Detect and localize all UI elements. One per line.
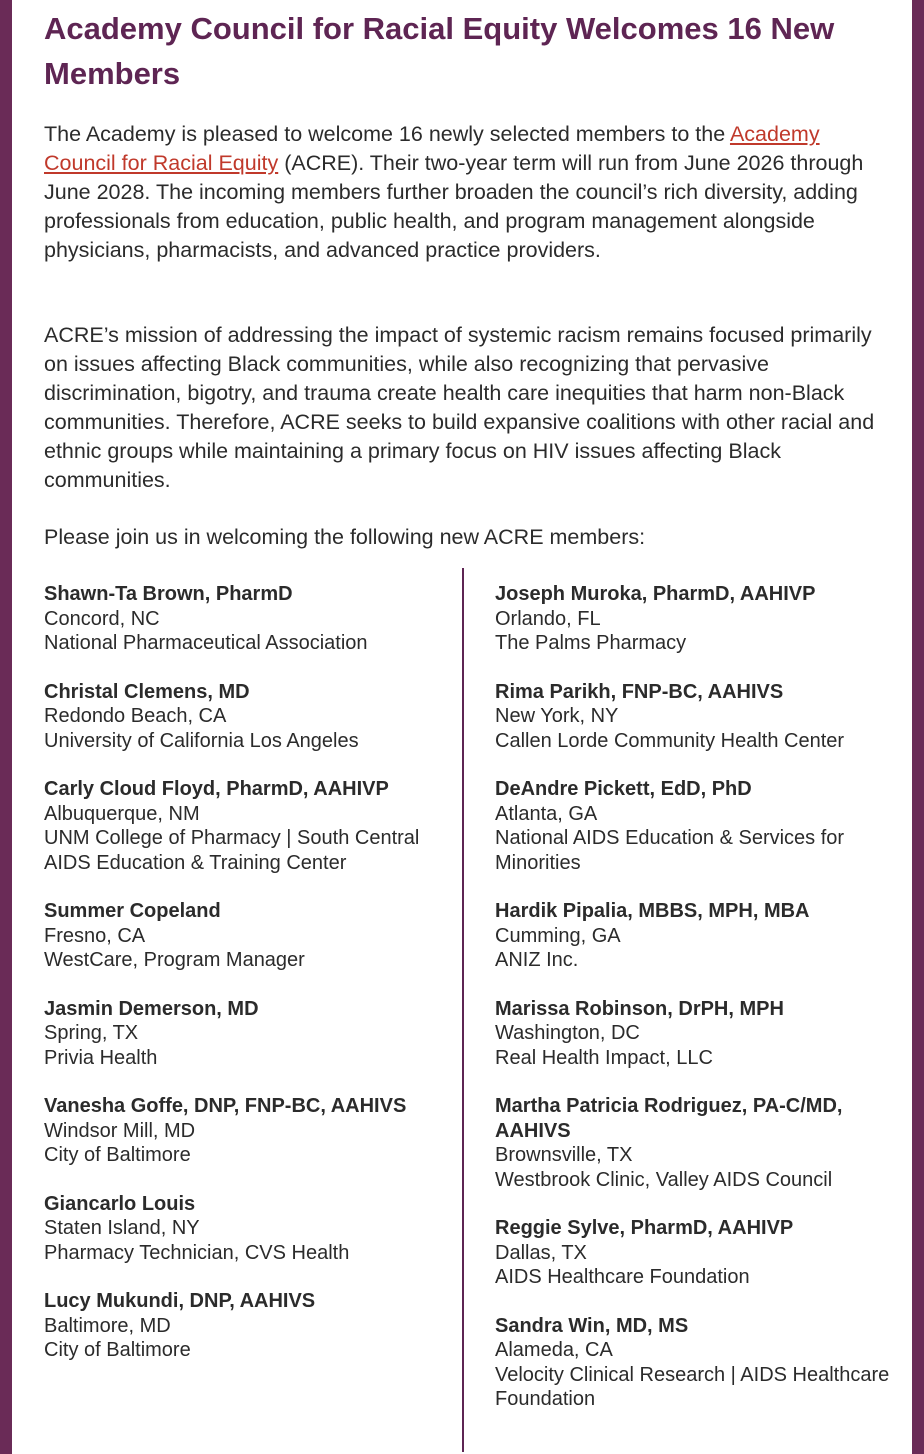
member-name: Carly Cloud Floyd, PharmD, AAHIVP: [44, 778, 389, 800]
member-name: Summer Copeland: [44, 900, 221, 922]
member-location: Albuquerque, NM: [44, 802, 200, 825]
member-name: Martha Patricia Rodriguez, PA-C/MD, AAHIVS: [495, 1095, 843, 1142]
member-entry: [44, 1192, 454, 1266]
member-name: Sandra Win, MD, MS: [495, 1314, 689, 1337]
member-location: New York, NY: [495, 705, 619, 727]
member-entry: [495, 1314, 905, 1412]
member-name: Shawn-Ta Brown, PharmD: [44, 583, 293, 605]
member-organization: Privia Health: [44, 1046, 158, 1069]
welcome-paragraph: Please join us in welcoming the following new ACRE members:: [44, 525, 646, 549]
member-organization: City of Baltimore: [44, 1339, 191, 1361]
member-location: Redondo Beach, CA: [44, 705, 227, 727]
member-entry: [495, 680, 905, 754]
member-location: Windsor Mill, MD: [44, 1119, 196, 1142]
members-right-column: [495, 582, 905, 1436]
article-page: [12, 0, 912, 1454]
member-organization: City of Baltimore: [44, 1144, 191, 1166]
member-name: Christal Clemens, MD: [44, 680, 250, 703]
member-location: Brownsville, TX: [495, 1144, 633, 1166]
member-name: Lucy Mukundi, DNP, AAHIVS: [44, 1290, 316, 1312]
member-location: Washington, DC: [495, 1022, 640, 1044]
article-title: Academy Council for Racial Equity Welcomes 16 New Members: [44, 11, 835, 91]
member-name: Marissa Robinson, DrPH, MPH: [495, 997, 784, 1020]
member-organization: Real Health Impact, LLC: [495, 1046, 713, 1069]
column-divider: [462, 568, 464, 1452]
member-name: DeAndre Pickett, EdD, PhD: [495, 778, 752, 800]
member-organization: University of California Los Angeles: [44, 729, 359, 752]
member-entry: [44, 777, 454, 875]
member-name: Giancarlo Louis: [44, 1192, 196, 1215]
member-entry: [44, 582, 454, 656]
member-location: Fresno, CA: [44, 924, 146, 947]
intro-paragraph: [44, 120, 884, 265]
member-name: Jasmin Demerson, MD: [44, 997, 259, 1020]
member-entry: [44, 1094, 454, 1168]
member-organization: UNM College of Pharmacy | South Central AIDS Education & Training Center: [44, 827, 420, 874]
member-entry: [44, 1289, 454, 1363]
member-organization: Westbrook Clinic, Valley AIDS Council: [495, 1168, 833, 1191]
member-organization: The Palms Pharmacy: [495, 632, 687, 654]
intro-text-after: (ACRE). Their two-year term will run from June 2026 through June 2028. The incoming members further broaden the council’s rich diversity, adding professionals from education, public health, and program management alongside physicians, pharmacists, and advanced practice providers.: [44, 151, 864, 262]
members-left-column: [44, 582, 454, 1387]
member-entry: [44, 899, 454, 973]
member-location: Alameda, CA: [495, 1339, 613, 1361]
member-name: Joseph Muroka, PharmD, AAHIVP: [495, 583, 816, 605]
member-location: Atlanta, GA: [495, 802, 598, 825]
member-entry: [44, 997, 454, 1071]
member-organization: Callen Lorde Community Health Center: [495, 729, 845, 752]
member-name: Reggie Sylve, PharmD, AAHIVP: [495, 1217, 794, 1239]
member-entry: [44, 680, 454, 754]
acre-link[interactable]: Academy Council for Racial Equity: [44, 122, 820, 175]
member-organization: AIDS Healthcare Foundation: [495, 1266, 750, 1288]
member-entry: [495, 777, 905, 875]
member-organization: National Pharmaceutical Association: [44, 632, 368, 654]
member-entry: [495, 1094, 905, 1192]
member-location: Dallas, TX: [495, 1241, 587, 1264]
member-location: Cumming, GA: [495, 924, 621, 947]
intro-text-before: The Academy is pleased to welcome 16 newly selected members to the: [44, 122, 730, 146]
member-organization: Velocity Clinical Research | AIDS Healthcare Foundation: [495, 1363, 890, 1410]
member-name: Hardik Pipalia, MBBS, MPH, MBA: [495, 900, 810, 922]
member-entry: [495, 582, 905, 656]
member-location: Concord, NC: [44, 607, 160, 630]
mission-paragraph: ACRE’s mission of addressing the impact of systemic racism remains focused primarily on issues affecting Black communities, while also recognizing that pervasive discrimination, bigotry, and trauma create health care inequities that harm non-Black communities. Therefore, ACRE seeks to build expansive coalitions with other racial and ethnic groups while maintaining a primary focus on HIV issues affecting Black communities.: [44, 323, 875, 492]
member-location: Staten Island, NY: [44, 1217, 200, 1239]
member-name: Vanesha Goffe, DNP, FNP-BC, AAHIVS: [44, 1095, 407, 1117]
member-location: Baltimore, MD: [44, 1314, 171, 1337]
member-organization: WestCare, Program Manager: [44, 949, 305, 971]
member-entry: [495, 997, 905, 1071]
member-location: Orlando, FL: [495, 607, 601, 630]
member-name: Rima Parikh, FNP-BC, AAHIVS: [495, 680, 784, 703]
member-organization: Pharmacy Technician, CVS Health: [44, 1241, 350, 1264]
member-organization: National AIDS Education & Services for Minorities: [495, 827, 845, 874]
member-location: Spring, TX: [44, 1022, 139, 1044]
member-organization: ANIZ Inc.: [495, 949, 579, 971]
member-entry: [495, 1216, 905, 1290]
member-entry: [495, 899, 905, 973]
